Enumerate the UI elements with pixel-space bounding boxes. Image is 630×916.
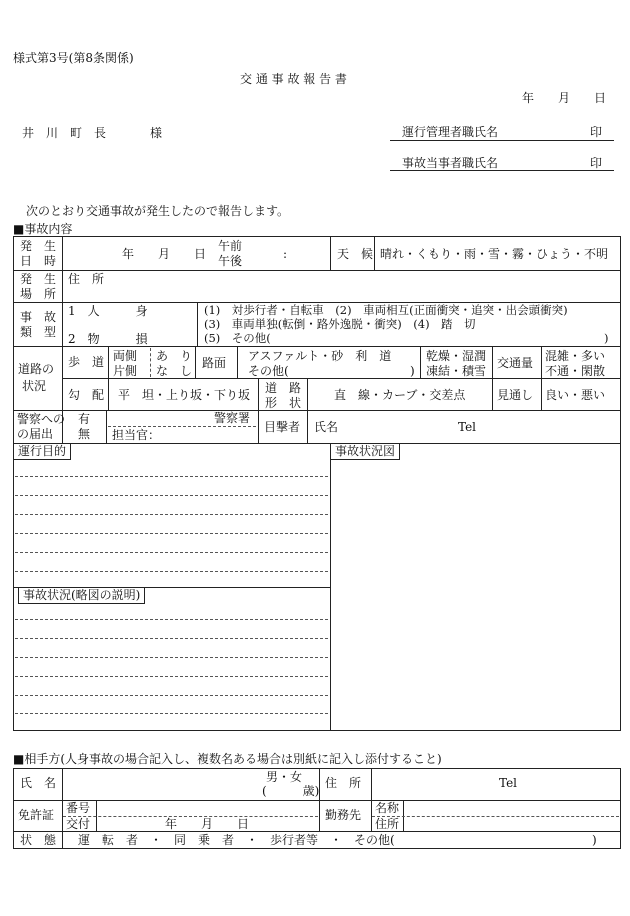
police-label-1: 警察への	[17, 412, 66, 426]
license-issue-label: 交付	[66, 817, 91, 831]
pm-option[interactable]: 午後	[218, 254, 243, 268]
surface-option-1[interactable]: アスファルト・砂 利 道	[248, 349, 392, 363]
company-name-field[interactable]	[405, 802, 618, 815]
party-label: 事故当事者職氏名	[402, 156, 499, 170]
witness-name-label: 氏名	[314, 420, 339, 434]
condition-option-1[interactable]: 乾燥・湿潤	[426, 349, 487, 363]
place-label-2: 場 所	[20, 287, 57, 301]
visibility-options[interactable]: 良い・悪い	[545, 388, 606, 402]
manager-signature-line[interactable]	[390, 140, 614, 141]
manager-label: 運行管理者職氏名	[402, 125, 499, 139]
address-label: 住 所	[68, 272, 105, 286]
license-label: 免許証	[18, 808, 55, 822]
party-name-label: 氏 名	[20, 776, 57, 790]
road-shape-label-2: 形 状	[265, 396, 302, 410]
traffic-label: 交通量	[497, 356, 534, 370]
police-no-option[interactable]: 無	[78, 427, 91, 441]
party-tel-label: Tel	[499, 776, 518, 790]
manager-seal: 印	[590, 125, 603, 139]
visibility-label: 見通し	[497, 388, 534, 402]
weather-label: 天 候	[337, 247, 374, 261]
status-label: 状 態	[20, 833, 57, 847]
traffic-option-1[interactable]: 混雑・多い	[545, 349, 606, 363]
police-label-2: の届出	[17, 427, 54, 441]
status-options[interactable]: 運 転 者 ・ 同 乗 者 ・ 歩行者等 ・ その他(	[78, 833, 395, 847]
status-close: )	[592, 833, 597, 847]
diagram-label: 事故状況図	[330, 443, 400, 460]
section-accident: ■事故内容	[13, 222, 73, 236]
time-field[interactable]: :	[283, 247, 288, 261]
type-detail-1[interactable]: (1) 対歩行者・自転車 (2) 車両相互(正面衝突・追突・出会頭衝突)	[204, 303, 568, 317]
road-shape-options[interactable]: 直 線・カーブ・交差点	[334, 388, 466, 402]
type-detail-2[interactable]: (3) 車両単独(転倒・路外逸脱・衝突) (4) 踏 切	[204, 317, 476, 331]
place-address-field[interactable]	[108, 272, 618, 300]
witness-tel-label: Tel	[458, 420, 477, 434]
police-yes-option[interactable]: 有	[78, 412, 91, 426]
party-signature-line[interactable]	[390, 170, 614, 171]
section-other-party: ■相手方(人身事故の場合記入し、複数名ある場合は別紙に記入し添付すること)	[13, 752, 442, 766]
report-date: 年 月 日	[522, 91, 607, 105]
type-personal-option[interactable]: 1 人 身	[68, 304, 148, 318]
one-side-option[interactable]: 片側	[113, 364, 138, 378]
weather-options[interactable]: 晴れ・くもり・雨・雪・霧・ひょう・不明	[380, 247, 609, 261]
party-address-label: 住 所	[325, 776, 362, 790]
type-property-option[interactable]: 2 物 損	[68, 332, 148, 346]
page-title: 交 通 事 故 報 告 書	[240, 72, 347, 86]
party-seal: 印	[590, 156, 603, 170]
accident-diagram-area[interactable]	[332, 462, 618, 728]
form-number: 様式第3号(第8条関係)	[13, 51, 134, 65]
surface-option-2-close: )	[410, 364, 415, 378]
party-name-field[interactable]	[64, 770, 254, 798]
age-field[interactable]: ( 歳)	[262, 784, 320, 798]
company-address-label: 住所	[375, 817, 400, 831]
type-detail-3[interactable]: (5) その他(	[204, 331, 271, 345]
officer-field[interactable]: 担当官：	[112, 428, 161, 442]
company-address-field[interactable]	[405, 818, 618, 831]
occurrence-time-label-1: 発 生	[20, 239, 57, 253]
road-label-2: 状況	[22, 379, 47, 393]
both-sides-option[interactable]: 両側	[113, 349, 138, 363]
type-detail-close: )	[604, 331, 609, 345]
police-station-field[interactable]: 警察署	[214, 411, 251, 425]
license-issue-date-field[interactable]: 年 月 日	[165, 817, 250, 831]
slope-options[interactable]: 平 坦・上り坂・下り坂	[118, 388, 251, 402]
company-name-label: 名称	[375, 801, 400, 815]
purpose-label: 運行目的	[13, 443, 71, 460]
intro-text: 次のとおり交通事故が発生したので報告します。	[26, 204, 290, 218]
gender-options[interactable]: 男・女	[266, 770, 303, 784]
road-shape-label-1: 道 路	[265, 381, 302, 395]
traffic-option-2[interactable]: 不通・閑散	[545, 364, 606, 378]
addressee: 井 川 町 長	[22, 126, 107, 140]
exists-option[interactable]: あ り	[156, 349, 193, 363]
surface-option-2[interactable]: その他(	[248, 364, 289, 378]
addressee-honorific: 様	[150, 126, 163, 140]
type-label-2: 類 型	[20, 325, 57, 339]
road-label-1: 道路の	[18, 362, 55, 376]
surface-label: 路面	[202, 356, 227, 370]
license-number-field[interactable]	[98, 802, 317, 815]
type-label-1: 事 故	[20, 310, 57, 324]
place-label-1: 発 生	[20, 272, 57, 286]
none-option[interactable]: な し	[156, 364, 193, 378]
license-number-label: 番号	[66, 801, 91, 815]
occurrence-time-label-2: 日 時	[20, 254, 57, 268]
condition-option-2[interactable]: 凍結・積雪	[426, 364, 487, 378]
situation-label: 事故状況(略図の説明)	[18, 587, 145, 604]
occurrence-date-field[interactable]: 年 月 日	[122, 247, 207, 261]
sidewalk-label: 歩 道	[68, 355, 105, 369]
am-option[interactable]: 午前	[218, 239, 243, 253]
witness-label: 目撃者	[264, 420, 301, 434]
workplace-label: 勤務先	[325, 808, 362, 822]
slope-label: 勾 配	[68, 388, 105, 402]
